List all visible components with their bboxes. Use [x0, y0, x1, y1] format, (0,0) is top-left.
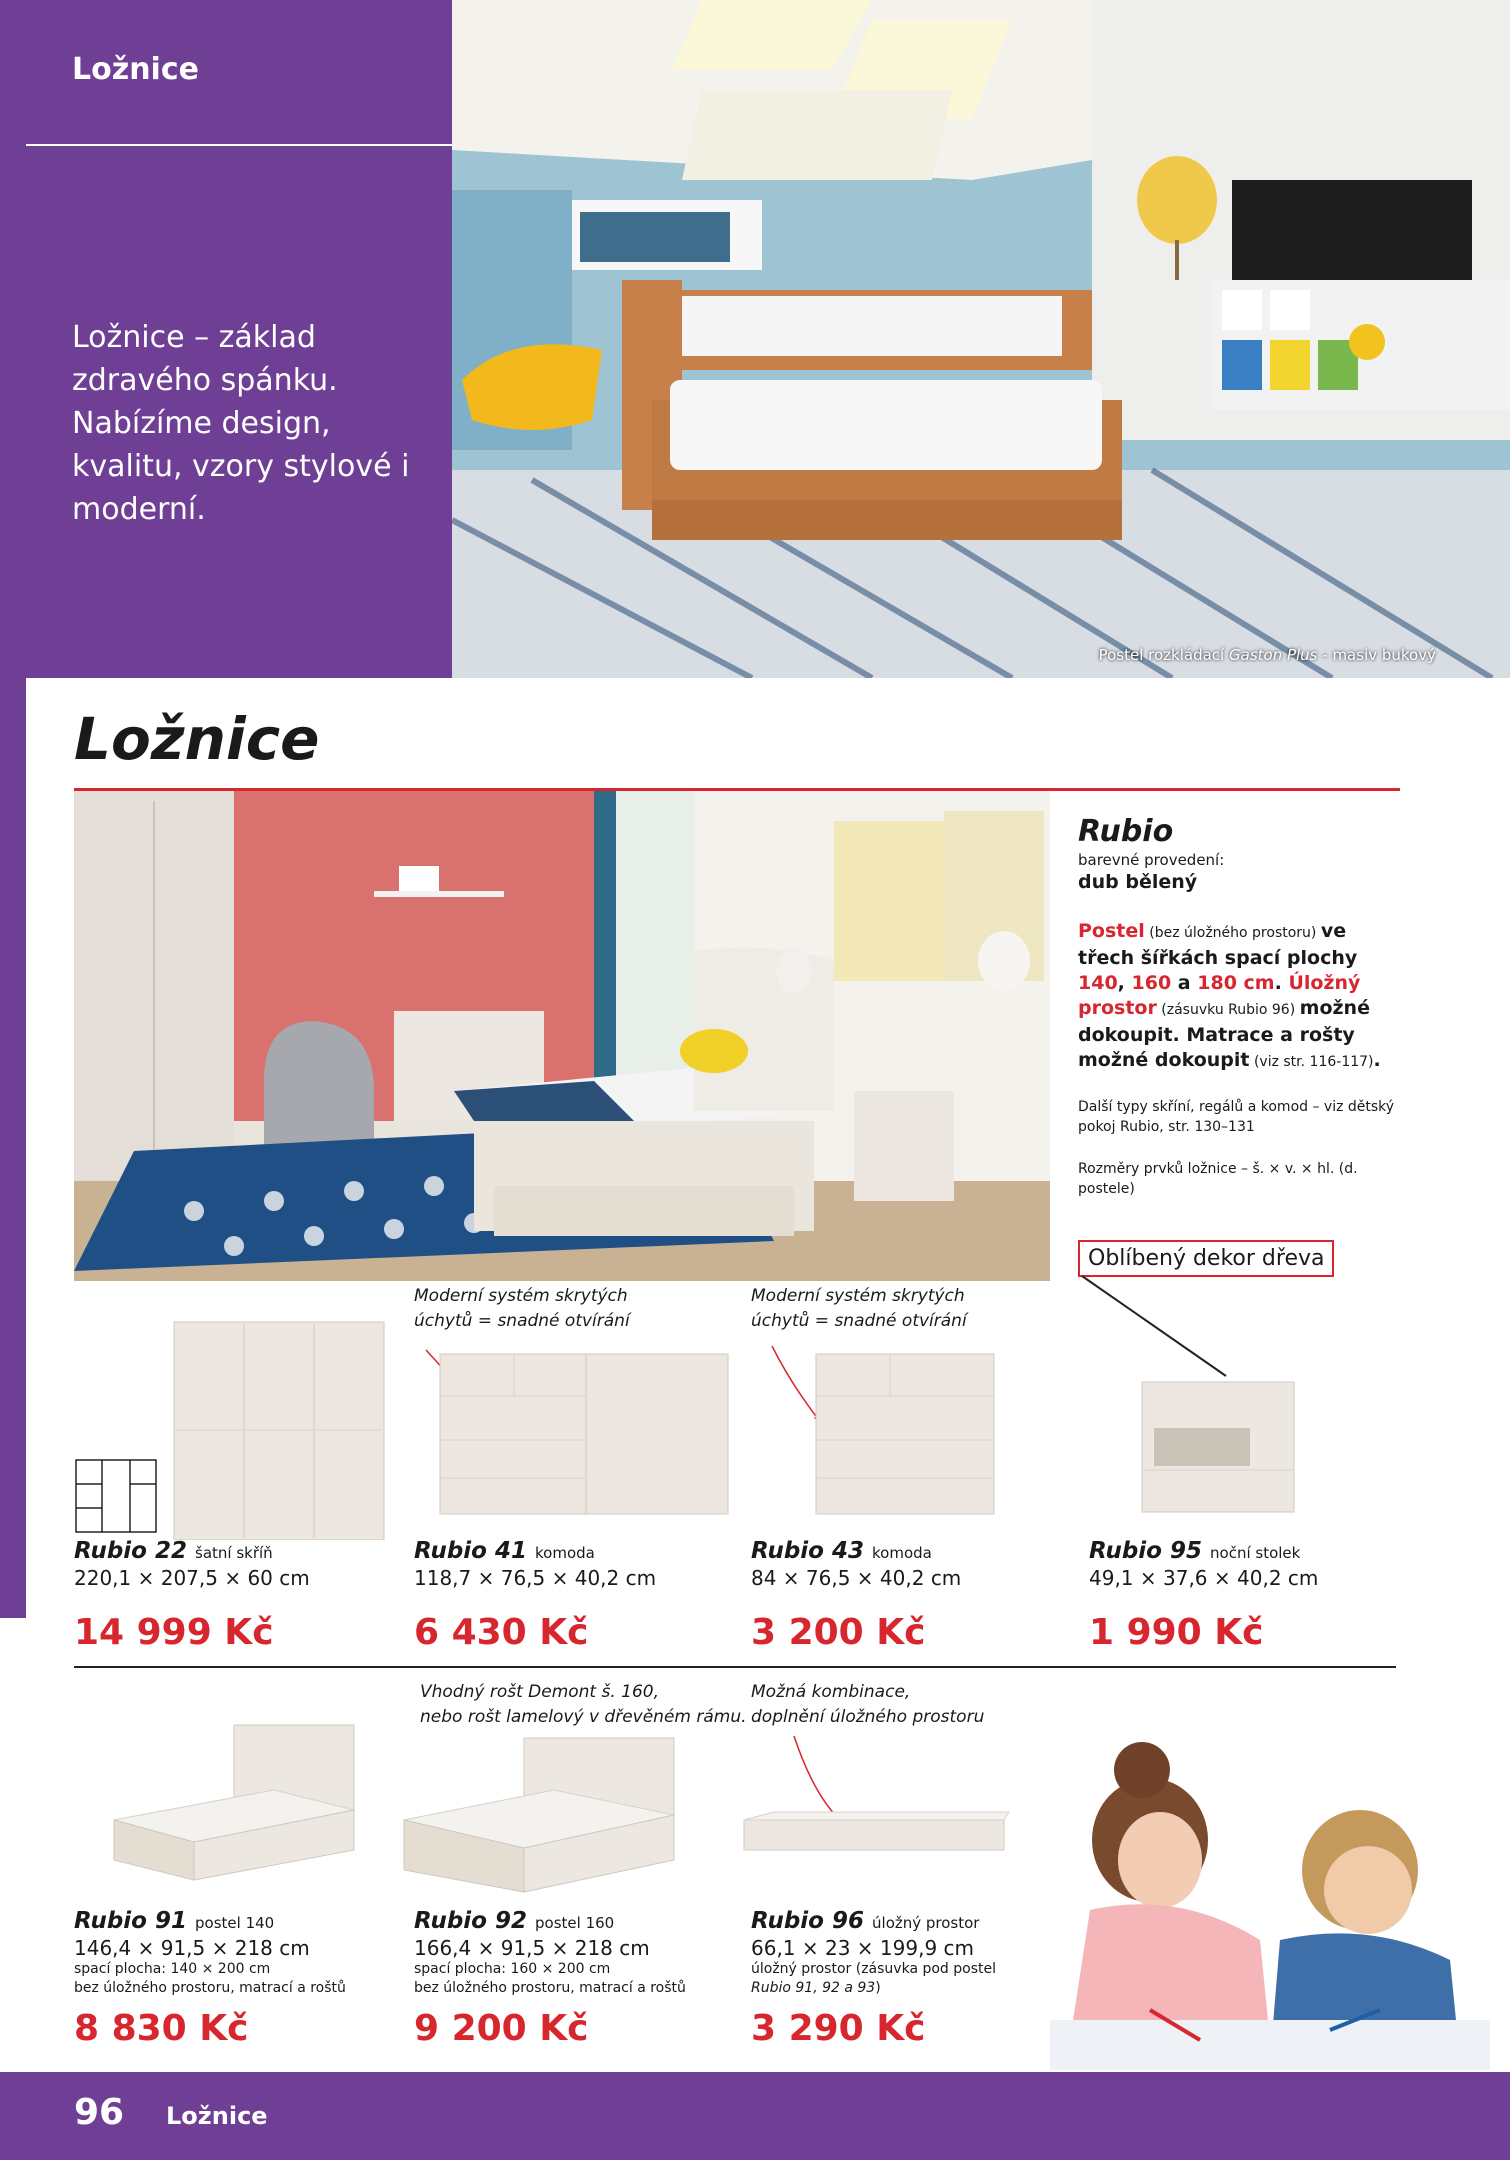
product-images-row1 — [74, 1310, 1414, 1540]
product-card — [1089, 1538, 1409, 1653]
product-note: úložný prostor (zásuvka pod postel — [751, 1961, 996, 1977]
product-price: 1 990 Kč — [1089, 1612, 1264, 1653]
section-tag: Ložnice — [72, 52, 199, 87]
collection-name: Rubio — [1078, 814, 1174, 849]
annotation-hidden-handles: Moderní systém skrytých úchytů = snadné otvírání — [414, 1286, 630, 1331]
footer-label: Ložnice — [166, 2102, 268, 2130]
annotation-hidden-handles: Moderní systém skrytých úchytů = snadné otvírání — [751, 1286, 967, 1331]
annotation-storage-combination: Možná kombinace, doplnění úložného prostoru — [751, 1682, 985, 1727]
page-number: 96 — [74, 2092, 125, 2133]
product-dims: 166,4 × 91,5 × 218 cm — [414, 1936, 650, 1960]
note-more-items: Další typy skříní, regálů a komod – viz dětský pokoj Rubio, str. 130–131 — [1078, 1099, 1395, 1135]
product-name: Rubio 91 postel 140 — [74, 1908, 275, 1934]
product-card — [74, 1908, 394, 2049]
color-label: barevné provedení: — [1078, 851, 1225, 869]
wardrobe-image — [174, 1322, 384, 1540]
product-dims: 146,4 × 91,5 × 218 cm — [74, 1936, 310, 1960]
product-note: bez úložného prostoru, matrací a roštů — [414, 1980, 686, 1996]
product-card — [751, 1908, 1071, 2049]
color-value: dub bělený — [1078, 871, 1198, 893]
product-note: spací plocha: 140 × 200 cm — [74, 1961, 271, 1977]
product-info — [1078, 814, 1408, 1199]
product-card — [74, 1538, 394, 1653]
product-dims: 84 × 76,5 × 40,2 cm — [751, 1566, 962, 1590]
dresser-41-image — [440, 1354, 728, 1514]
product-dims: 66,1 × 23 × 199,9 cm — [751, 1936, 975, 1960]
page-title: Ložnice — [74, 705, 320, 773]
product-price: 14 999 Kč — [74, 1612, 274, 1653]
decor-label: Oblíbený dekor dřeva — [1078, 1240, 1334, 1277]
product-name: Rubio 41 komoda — [414, 1538, 595, 1564]
bed-92-image — [404, 1738, 674, 1892]
room-photo — [74, 791, 1050, 1281]
note-dimensions: Rozměry prvků ložnice – š. × v. × hl. (d. postele) — [1078, 1161, 1358, 1197]
nightstand-image — [1142, 1382, 1294, 1512]
product-price: 6 430 Kč — [414, 1612, 589, 1653]
bed-91-image — [114, 1725, 354, 1880]
product-note: bez úložného prostoru, matrací a roštů — [74, 1980, 346, 1996]
product-card — [414, 1538, 734, 1653]
dresser-43-image — [816, 1354, 994, 1514]
product-dims: 49,1 × 37,6 × 40,2 cm — [1089, 1566, 1319, 1590]
product-card — [751, 1538, 1071, 1653]
product-price: 8 830 Kč — [74, 2008, 249, 2049]
product-name: Rubio 43 komoda — [751, 1538, 932, 1564]
hero-photo — [452, 0, 1510, 678]
product-dims: 220,1 × 207,5 × 60 cm — [74, 1566, 310, 1590]
storage-drawer-image — [744, 1812, 1009, 1850]
product-name: Rubio 96 úložný prostor — [751, 1908, 980, 1934]
intro-text: Ložnice – základ zdravého spánku. Nabízíme design, kvalitu, vzory stylové i moderní. — [72, 320, 410, 527]
product-name: Rubio 95 noční stolek — [1089, 1538, 1301, 1564]
product-note: Rubio 91, 92 a 93) — [751, 1980, 881, 1996]
side-strip — [0, 678, 26, 1618]
annotation-slatted-base: Vhodný rošt Demont š. 160, nebo rošt lamelový v dřevěném rámu. — [420, 1682, 747, 1727]
product-price: 3 200 Kč — [751, 1612, 926, 1653]
side-divider — [26, 144, 452, 146]
hero-caption: Postel rozkládací Gaston Plus - masiv bukový — [1098, 646, 1436, 664]
wardrobe-interior-icon — [76, 1460, 156, 1532]
product-price: 9 200 Kč — [414, 2008, 589, 2049]
kids-photo — [1030, 1740, 1510, 2070]
product-images-row2 — [74, 1710, 1084, 1900]
product-name: Rubio 22 šatní skříň — [74, 1538, 273, 1564]
product-price: 3 290 Kč — [751, 2008, 926, 2049]
product-card — [414, 1908, 734, 2049]
product-note: spací plocha: 160 × 200 cm — [414, 1961, 611, 1977]
product-name: Rubio 92 postel 160 — [414, 1908, 615, 1934]
description: Postel (bez úložného prostoru) ve třech šířkách spací plochy 140, 160 a 180 cm. Úložný prostor (zásuvku Rubio 96) možné dokoupit. Matrace a rošty možné dokoupit (viz str. 116-117). — [1078, 920, 1381, 1071]
row-divider — [74, 1666, 1396, 1668]
product-dims: 118,7 × 76,5 × 40,2 cm — [414, 1566, 657, 1590]
